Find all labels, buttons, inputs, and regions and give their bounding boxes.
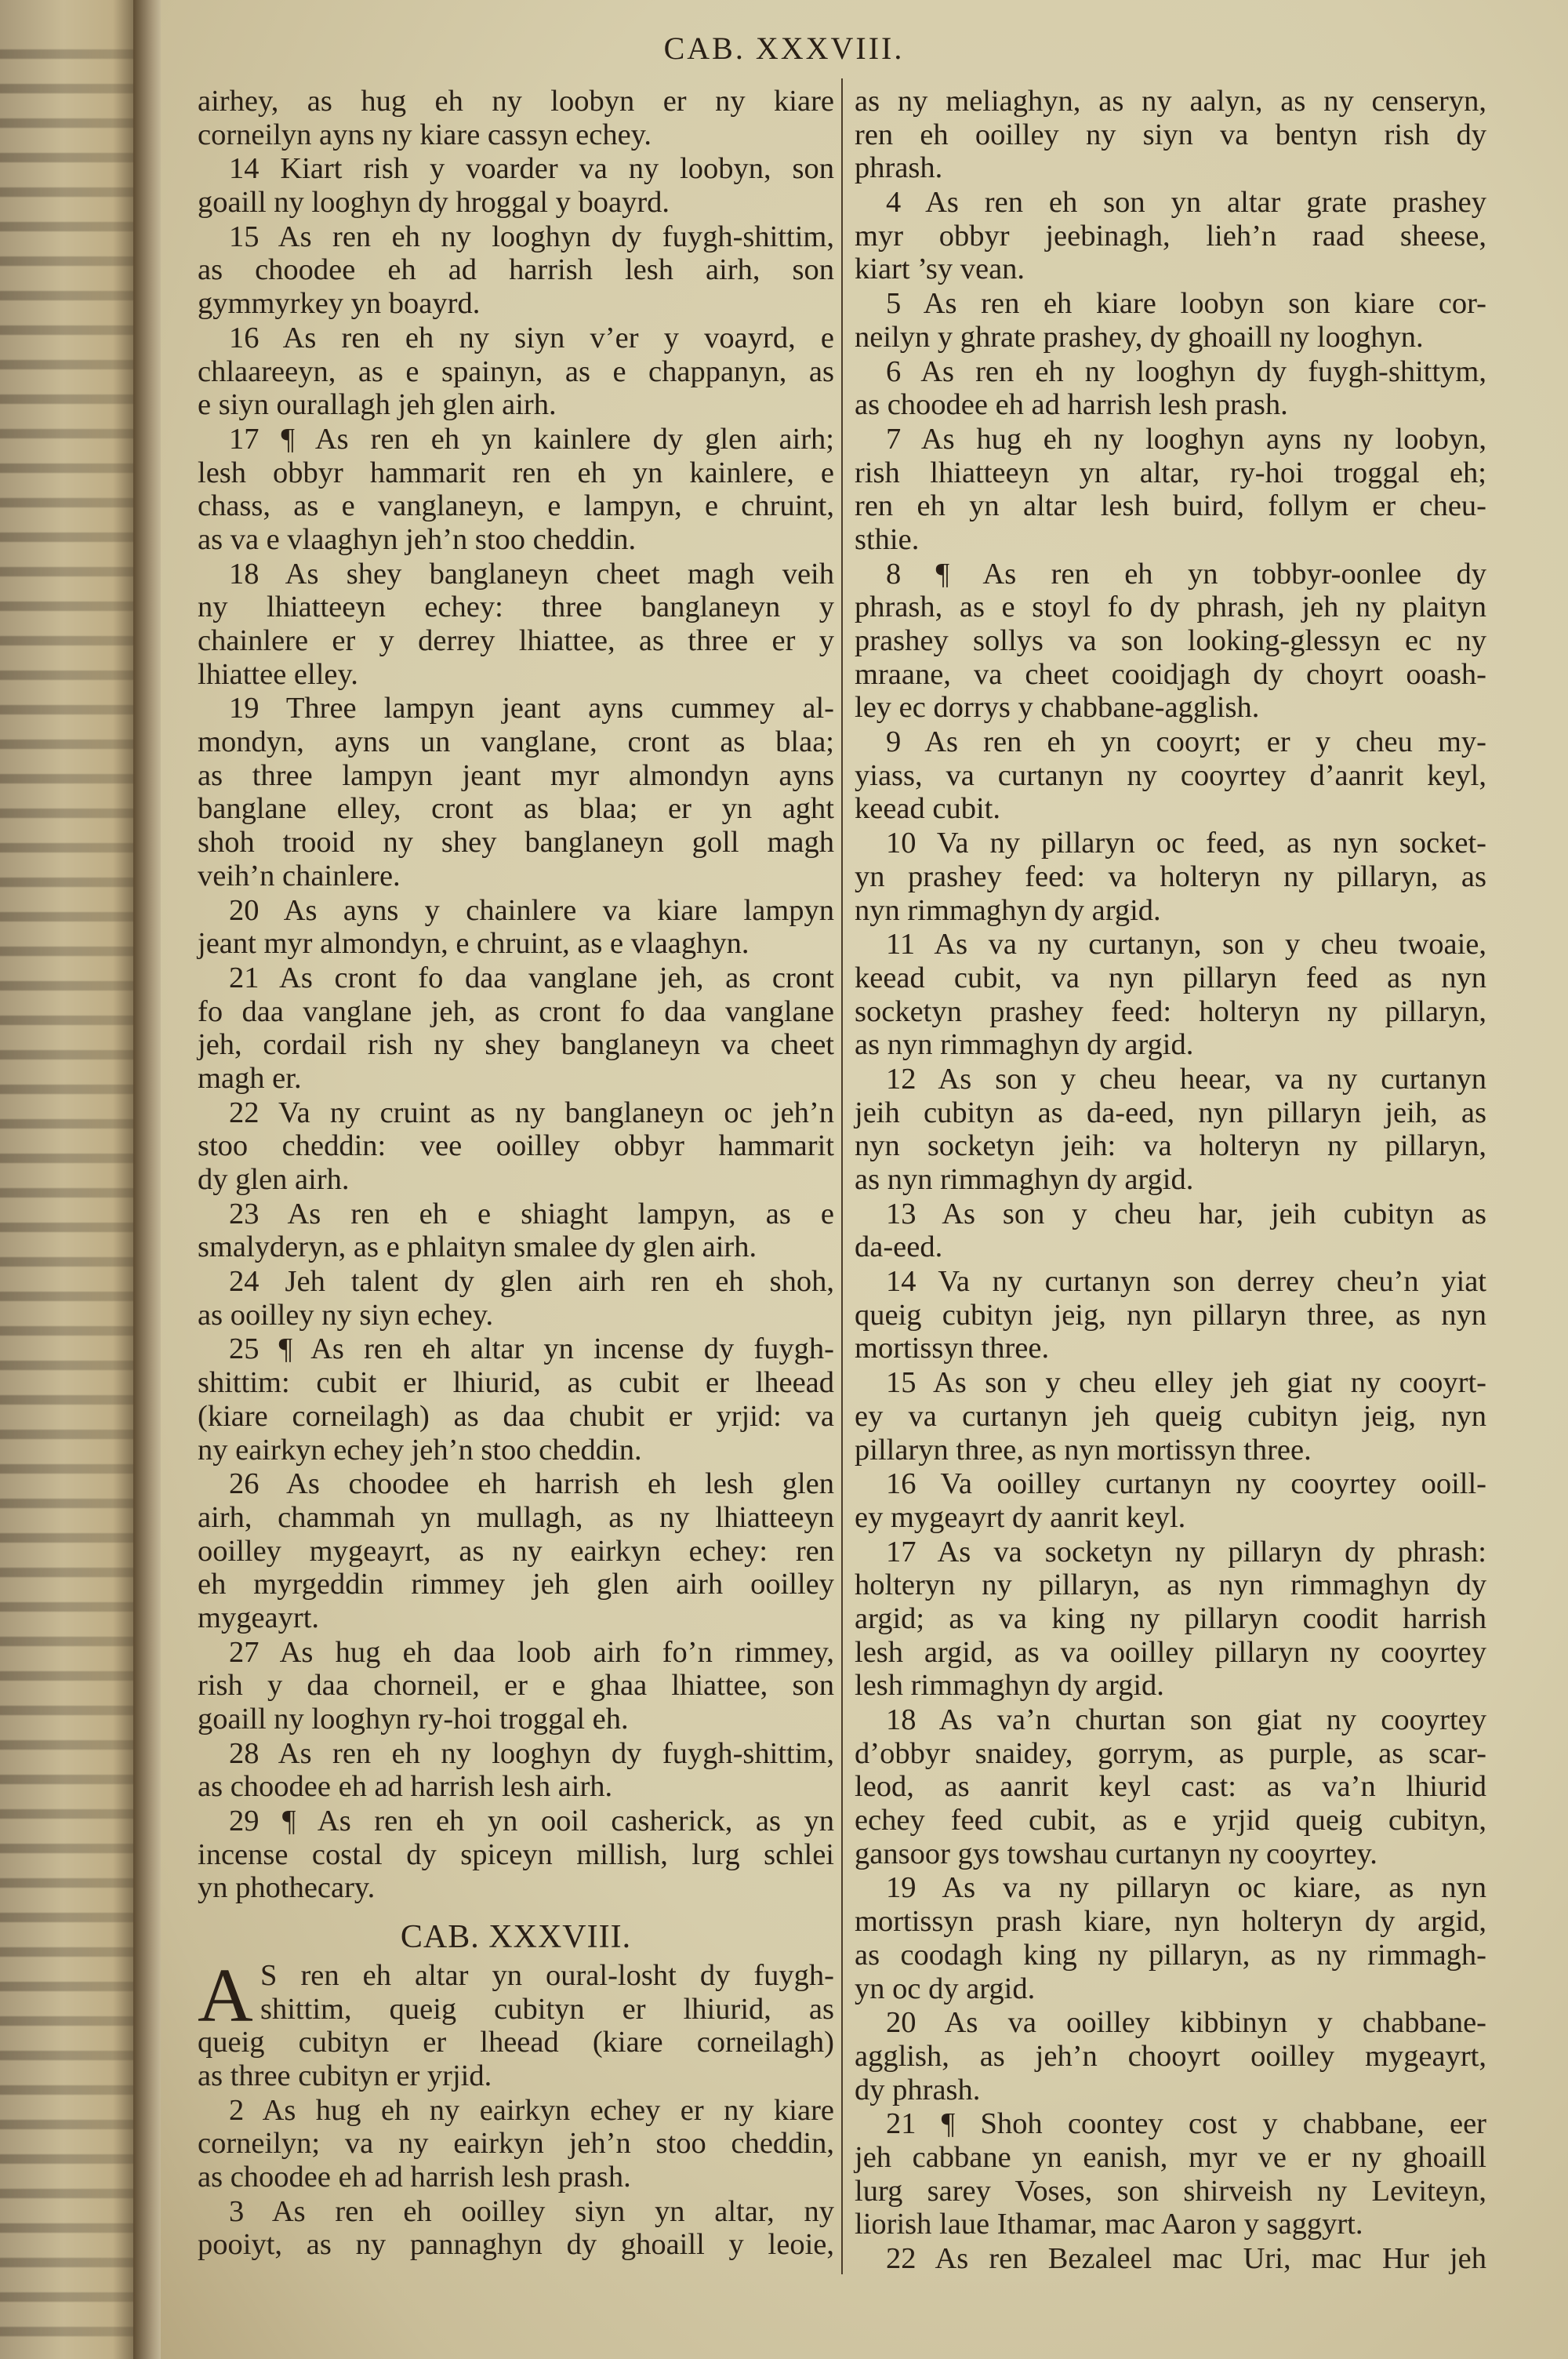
verse — [198, 85, 834, 151]
text-line: smalyderyn, as e phlaityn smalee dy glen airh. — [198, 1230, 757, 1264]
text-line: as nyn rimmaghyn dy argid. — [855, 1028, 1194, 1062]
text-line: myr obbyr jeebinagh, lieh’n raad sheese, — [855, 219, 1486, 253]
text-line: 17 As va socketyn ny pillaryn dy phrash: — [886, 1535, 1486, 1568]
text-line: eh myrgeddin rimmey jeh glen airh ooilley — [198, 1568, 834, 1601]
text-line: dy glen airh. — [198, 1163, 350, 1196]
text-line: mortissyn three. — [855, 1332, 1050, 1365]
text-line: 27 As hug eh daa loob airh fo’n rimmey, — [229, 1635, 834, 1669]
verse — [855, 85, 1486, 185]
verse — [198, 423, 834, 557]
text-line: incense costal dy spiceyn millish, lurg schlei — [198, 1837, 834, 1871]
text-line: airh, chammah yn mullagh, as ny lhiatteeyn — [198, 1500, 834, 1534]
text-line: keead cubit, va nyn pillaryn feed as nyn — [855, 961, 1486, 994]
text-line: yn prashey feed: va holteryn ny pillaryn, as — [855, 860, 1486, 893]
text-line: veih’n chainlere. — [198, 859, 401, 892]
text-line: 21 ¶ Shoh coontey cost y chabbane, eer — [886, 2107, 1486, 2141]
text-line: ey mygeayrt dy aanrit keyl. — [855, 1500, 1186, 1534]
text-line: 18 As shey banglaneyn cheet magh veih — [229, 557, 834, 591]
verse — [855, 827, 1486, 927]
text-line: pooiyt, as ny pannaghyn dy ghoaill y leoie, — [198, 2228, 834, 2262]
verse — [198, 1805, 834, 1905]
text-line: 26 As choodee eh harrish eh lesh glen — [229, 1467, 834, 1501]
text-line: echey feed cubit, as e yrjid queig cubityn, — [855, 1804, 1486, 1837]
text-line: dy phrash. — [855, 2073, 981, 2106]
text-line: as nyn rimmaghyn dy argid. — [855, 1163, 1194, 1196]
text-line: yiass, va curtanyn ny cooyrtey d’aanrit keyl, — [855, 758, 1486, 792]
verse — [198, 1265, 834, 1332]
text-line: mondyn, ayns un vanglane, cront as blaa; — [198, 725, 834, 759]
text-line: d’obbyr snaidey, gorrym, as purple, as scar- — [855, 1736, 1486, 1770]
verse — [855, 423, 1486, 557]
verse — [855, 1871, 1486, 2005]
text-line: 22 Va ny cruint as ny banglaneyn oc jeh’n — [229, 1096, 834, 1129]
column-divider — [841, 78, 843, 2274]
verse — [198, 692, 834, 892]
text-line: as coodagh king ny pillaryn, as ny rimmagh- — [855, 1938, 1486, 1972]
text-line: 22 As ren Bezaleel mac Uri, mac Hur jeh — [886, 2242, 1486, 2275]
text-line: 28 As ren eh ny looghyn dy fuygh-shittim, — [229, 1736, 834, 1770]
verse — [198, 2195, 834, 2262]
text-line: shittim, queig cubityn er lhiurid, as — [260, 1992, 834, 2026]
text-line: airhey, as hug eh ny loobyn er ny kiare — [198, 85, 834, 118]
text-line: rish lhiatteeyn yn altar, ry-hoi troggal eh; — [855, 456, 1486, 489]
text-line: 13 As son y cheu har, jeih cubityn as — [886, 1197, 1486, 1230]
verse — [855, 2107, 1486, 2241]
text-line: goaill ny looghyn dy hroggal y boayrd. — [198, 186, 670, 220]
text-line: chass, as e vanglaneyn, e lampyn, e chruint, — [198, 489, 834, 523]
text-line: jeh, cordail rish ny shey banglaneyn va cheet — [198, 1028, 834, 1062]
text-line: ny lhiatteeyn echey: three banglaneyn y — [198, 591, 834, 624]
text-line: nyn rimmaghyn dy argid. — [855, 893, 1161, 927]
text-line: as three cubityn er yrjid. — [198, 2059, 492, 2092]
verse — [855, 2242, 1486, 2276]
text-line: queig cubityn er lheead (kiare corneilagh) — [198, 2026, 834, 2059]
text-line: jeh cabbane yn eanish, myr ve er ny ghoaill — [855, 2140, 1486, 2174]
text-line: fo daa vanglane jeh, as cront fo daa vanglane — [198, 994, 834, 1028]
text-line: leod, as aanrit keyl cast: as va’n lhiurid — [855, 1770, 1486, 1804]
text-line: 16 As ren eh ny siyn v’er y voayrd, e — [229, 321, 834, 354]
verse — [855, 1467, 1486, 1534]
text-line: sthie. — [855, 522, 920, 556]
text-line: gansoor gys towshau curtanyn ny cooyrtey. — [855, 1837, 1377, 1870]
text-line: kiart ’sy vean. — [855, 253, 1025, 286]
text-line: 3 As ren eh ooilley siyn yn altar, ny — [229, 2194, 834, 2228]
right-column — [855, 85, 1486, 2277]
verse — [198, 1467, 834, 1634]
text-line: rish y daa chorneil, er e ghaa lhiattee, son — [198, 1669, 834, 1703]
text-line: 6 As ren eh ny looghyn dy fuygh-shittym, — [886, 354, 1486, 388]
chapter-heading: CAB. XXXVIII. — [400, 1919, 632, 1956]
text-line: ooilley mygeayrt, as ny eairkyn echey: ren — [198, 1534, 834, 1568]
text-line: 5 As ren eh kiare loobyn son kiare cor- — [886, 287, 1486, 321]
verse — [198, 1096, 834, 1197]
text-line: 29 ¶ As ren eh yn ooil casherick, as yn — [229, 1805, 834, 1838]
text-line: gymmyrkey yn boayrd. — [198, 287, 481, 321]
text-line: lurg sarey Voses, son shirveish ny Leviteyn, — [855, 2174, 1486, 2208]
text-line: 15 As son y cheu elley jeh giat ny cooyrt- — [886, 1366, 1486, 1400]
text-line: liorish laue Ithamar, mac Aaron y saggyrt. — [855, 2208, 1363, 2241]
text-line: as ooilley ny siyn echey. — [198, 1298, 494, 1332]
text-line: 10 Va ny pillaryn oc feed, as nyn socket- — [886, 827, 1486, 860]
text-line: (kiare corneilagh) as daa chubit er yrjid: va — [198, 1399, 834, 1433]
verse — [198, 322, 834, 422]
verse — [855, 186, 1486, 286]
text-line: keead cubit. — [855, 792, 1000, 826]
text-line: ley ec dorrys y chabbane-agglish. — [855, 691, 1260, 725]
verse — [855, 1265, 1486, 1365]
verse — [855, 1198, 1486, 1264]
verse — [855, 1703, 1486, 1870]
text-line: 20 As ayns y chainlere va kiare lampyn — [229, 893, 834, 927]
text-line: mortissyn prash kiare, nyn holteryn dy argid, — [855, 1905, 1486, 1939]
verse — [855, 558, 1486, 725]
verse — [198, 152, 834, 219]
text-line: 4 As ren eh son yn altar grate prashey — [886, 186, 1486, 220]
text-line: 20 As va ooilley kibbinyn y chabbane- — [886, 2006, 1486, 2040]
text-line: e siyn ourallagh jeh glen airh. — [198, 388, 557, 422]
text-line: lesh rimmaghyn dy argid. — [855, 1669, 1164, 1703]
verse — [855, 2006, 1486, 2106]
verse — [198, 1953, 834, 2093]
text-line: 24 Jeh talent dy glen airh ren eh shoh, — [229, 1265, 834, 1299]
text-line: shoh trooid ny shey banglaneyn goll magh — [198, 826, 834, 860]
text-line: yn phothecary. — [198, 1871, 376, 1905]
text-line: agglish, as jeh’n chooyrt ooilley mygeayrt, — [855, 2039, 1486, 2073]
verse — [855, 287, 1486, 354]
text-line: lesh argid, as va ooilley pillaryn ny cooyrtey — [855, 1635, 1486, 1669]
text-line: as choodee eh ad harrish lesh airh. — [198, 1770, 613, 1804]
text-line: as va e vlaaghyn jeh’n stoo cheddin. — [198, 522, 637, 556]
text-line: 15 As ren eh ny looghyn dy fuygh-shittim, — [229, 220, 834, 253]
text-line: corneilyn ayns ny kiare cassyn echey. — [198, 118, 652, 151]
text-line: shittim: cubit er lhiurid, as cubit er lheead — [198, 1366, 834, 1400]
previous-page-edge — [0, 0, 141, 2359]
text-line: 21 As cront fo daa vanglane jeh, as cront — [229, 961, 834, 994]
verse — [198, 1332, 834, 1467]
text-line: as choodee eh ad harrish lesh airh, son — [198, 253, 834, 287]
text-line: lhiattee elley. — [198, 657, 358, 691]
text-line: 14 Va ny curtanyn son derrey cheu’n yiat — [886, 1265, 1486, 1299]
text-line: mygeayrt. — [198, 1601, 320, 1634]
text-line: jeant myr almondyn, e chruint, as e vlaaghyn. — [198, 927, 750, 961]
running-head: CAB. XXXVIII. — [663, 31, 905, 66]
text-line: 9 As ren eh yn cooyrt; er y cheu my- — [886, 725, 1486, 759]
text-line: da-eed. — [855, 1230, 943, 1264]
text-line: 25 ¶ As ren eh altar yn incense dy fuygh- — [229, 1332, 834, 1366]
text-line: ren eh yn altar lesh buird, follym er cheu- — [855, 489, 1486, 523]
text-line: chainlere er y derrey lhiattee, as three er y — [198, 624, 834, 657]
previous-page-text-fragments — [0, 31, 133, 2345]
text-line: lesh obbyr hammarit ren eh yn kainlere, e — [198, 456, 834, 489]
verse — [855, 928, 1486, 1062]
verse — [198, 1198, 834, 1264]
text-line: banglane elley, cront as blaa; er yn aght — [198, 792, 834, 826]
text-line: argid; as va king ny pillaryn coodit harrish — [855, 1601, 1486, 1635]
text-line: as choodee eh ad harrish lesh prash. — [198, 2160, 631, 2194]
text-line: chlaareeyn, as e spainyn, as e chappanyn, as — [198, 354, 834, 388]
text-line: holteryn ny pillaryn, as nyn rimmaghyn dy — [855, 1568, 1486, 1602]
text-line: 11 As va ny curtanyn, son y cheu twoaie, — [886, 928, 1486, 961]
text-line: 14 Kiart rish y voarder va ny loobyn, son — [229, 152, 834, 186]
text-line: magh er. — [198, 1061, 302, 1095]
verse — [855, 1063, 1486, 1197]
text-line: 2 As hug eh ny eairkyn echey er ny kiare — [229, 2093, 834, 2127]
text-line: ey va curtanyn jeh queig cubityn jeig, nyn — [855, 1399, 1486, 1433]
text-line: jeih cubityn as da-eed, nyn pillaryn jeih, as — [855, 1096, 1486, 1129]
verse — [198, 2094, 834, 2194]
verse — [198, 1636, 834, 1736]
book-gutter — [133, 0, 165, 2359]
text-line: 8 ¶ As ren eh yn tobbyr-oonlee dy — [886, 557, 1486, 591]
text-line: as three lampyn jeant myr almondyn ayns — [198, 758, 834, 792]
text-line: phrash, as e stoyl fo dy phrash, jeh ny plaityn — [855, 591, 1486, 624]
verse — [855, 1536, 1486, 1703]
text-line: stoo cheddin: vee ooilley obbyr hammarit — [198, 1129, 834, 1163]
text-line: 12 As son y cheu heear, va ny curtanyn — [886, 1062, 1486, 1096]
verse — [855, 355, 1486, 422]
text-line: 7 As hug eh ny looghyn ayns ny loobyn, — [886, 422, 1486, 456]
text-line: ren eh ooilley ny siyn va bentyn rish dy — [855, 118, 1486, 151]
verse — [198, 894, 834, 961]
text-line: nyn socketyn jeih: va holteryn ny pillaryn, — [855, 1129, 1486, 1163]
verse — [198, 1737, 834, 1804]
text-line: 23 As ren eh e shiaght lampyn, as e — [229, 1197, 834, 1230]
text-line: queig cubityn jeig, nyn pillaryn three, as nyn — [855, 1298, 1486, 1332]
text-line: phrash. — [855, 151, 943, 185]
text-line: ny eairkyn echey jeh’n stoo cheddin. — [198, 1433, 642, 1467]
left-column — [198, 85, 834, 2263]
verse — [198, 220, 834, 321]
text-line: prashey sollys va son looking-glessyn ec ny — [855, 624, 1486, 657]
text-line: pillaryn three, as nyn mortissyn three. — [855, 1433, 1312, 1467]
text-line: as choodee eh ad harrish lesh prash. — [855, 388, 1288, 422]
text-line: 19 As va ny pillaryn oc kiare, as nyn — [886, 1871, 1486, 1905]
verse — [855, 725, 1486, 826]
drop-cap-initial: A — [198, 1953, 253, 2038]
verse — [198, 558, 834, 692]
text-line: S ren eh altar yn oural-losht dy fuygh- — [260, 1958, 834, 1992]
verse — [198, 961, 834, 1096]
text-line: mraane, va cheet cooidjagh dy choyrt ooash- — [855, 657, 1486, 691]
text-line: 17 ¶ As ren eh yn kainlere dy glen airh; — [229, 422, 834, 456]
text-line: yn oc dy argid. — [855, 1972, 1036, 2005]
text-line: neilyn y ghrate prashey, dy ghoaill ny looghyn. — [855, 320, 1424, 354]
text-line: socketyn prashey feed: holteryn ny pillaryn, — [855, 994, 1486, 1028]
text-line: 19 Three lampyn jeant ayns cummey al- — [229, 692, 834, 725]
text-line: 16 Va ooilley curtanyn ny cooyrtey ooill- — [886, 1467, 1486, 1501]
text-line: goaill ny looghyn ry-hoi troggal eh. — [198, 1703, 629, 1736]
verse — [855, 1366, 1486, 1467]
text-line: as ny meliaghyn, as ny aalyn, as ny censeryn, — [855, 85, 1486, 118]
text-line: 18 As va’n churtan son giat ny cooyrtey — [886, 1703, 1486, 1736]
text-line: corneilyn; va ny eairkyn jeh’n stoo cheddin, — [198, 2127, 834, 2161]
